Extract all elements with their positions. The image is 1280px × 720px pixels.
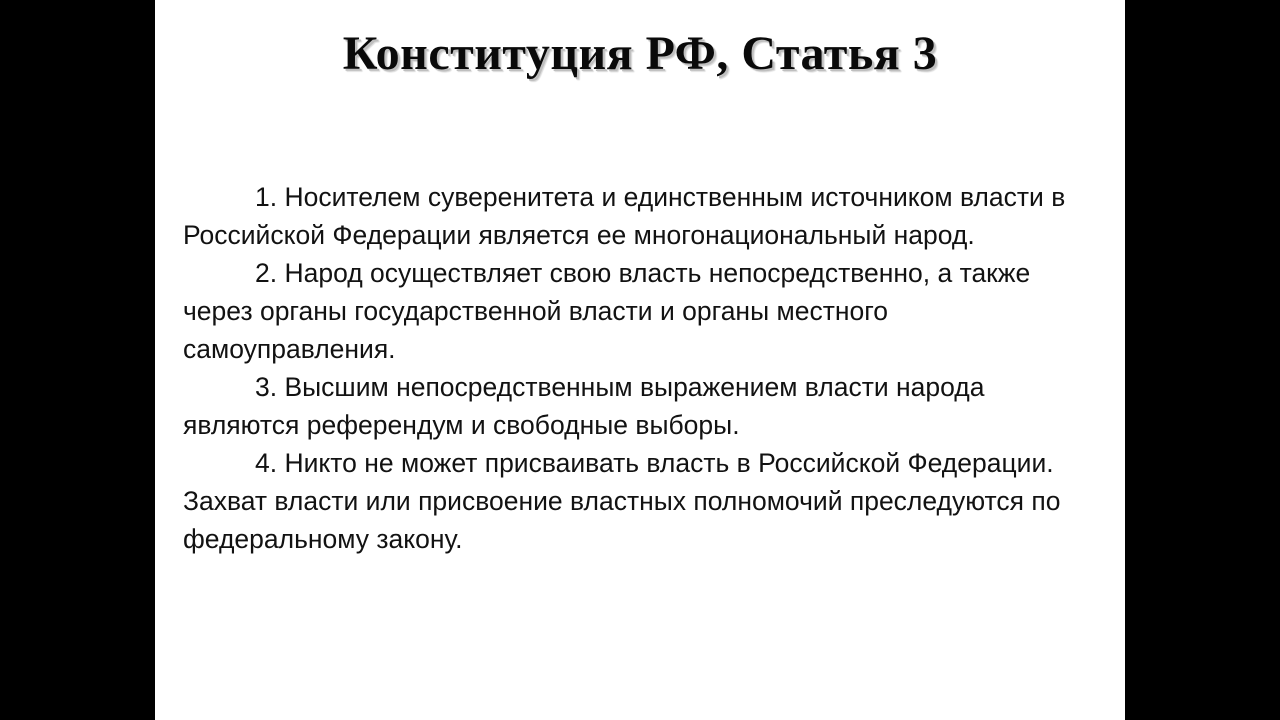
- paragraph-4: 4. Никто не может присваивать власть в Российской Федерации. Захват власти или присвоение властных полномочий преследуются по федеральному закону.: [183, 448, 1068, 554]
- paragraph-1: 1. Носителем суверенитета и единственным источником власти в Российской Федерации является ее многонациональный народ.: [183, 182, 1073, 250]
- slide-canvas: [155, 0, 1125, 720]
- paragraph-2: 2. Народ осуществляет свою власть непосредственно, а также через органы государственной власти и органы местного самоуправления.: [183, 258, 1038, 364]
- slide-body: [183, 178, 1095, 558]
- paragraph-3: 3. Высшим непосредственным выражением власти народа являются референдум и свободные выборы.: [183, 372, 992, 440]
- page-title: Конституция РФ, Статья 3: [342, 27, 938, 80]
